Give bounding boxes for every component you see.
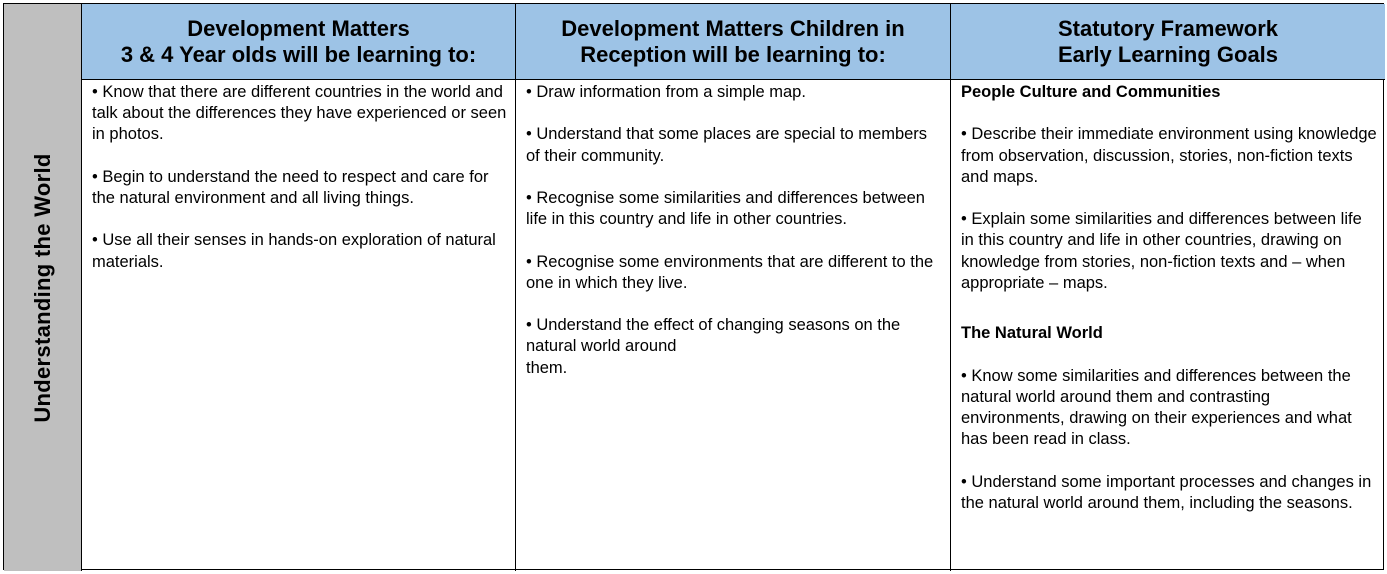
header-development-matters-3-4 <box>82 4 516 80</box>
list-item-continuation: them. <box>526 358 568 377</box>
section-title: People Culture and Communities <box>961 83 1221 101</box>
list-item: • Understand the effect of changing seasons on the natural world around <box>526 316 901 356</box>
list-item: • Draw information from a simple map. <box>526 83 806 101</box>
header-line: Statutory Framework <box>1057 15 1279 41</box>
spacer <box>961 315 1377 323</box>
list-item: • Describe their immediate environment using knowledge from observation, discussion, stories, non-fiction texts and maps. <box>961 125 1377 186</box>
cell-early-learning-goals <box>951 80 1385 571</box>
header-line: Reception will be learning to: <box>580 41 886 67</box>
header-statutory-framework <box>951 4 1385 80</box>
area-label: Understanding the World <box>29 152 55 423</box>
area-label-cell <box>4 4 82 571</box>
list-item: • Understand some important processes and changes in the natural world around them, including the seasons. <box>961 472 1372 512</box>
list-item: • Understand that some places are special to members of their community. <box>526 125 928 165</box>
header-line: Development Matters Children in <box>561 15 905 41</box>
section-title: The Natural World <box>961 324 1103 343</box>
list-item: • Begin to understand the need to respect and care for the natural environment and all living things. <box>92 167 489 207</box>
list-item: • Use all their senses in hands-on exploration of natural materials. <box>92 231 496 271</box>
list-item: • Recognise some environments that are different to the one in which they live. <box>526 252 934 292</box>
header-development-matters-reception <box>516 4 951 80</box>
list-item: • Know that there are different countries in the world and talk about the differences they have experienced or seen in photos. <box>92 83 507 144</box>
header-line: 3 & 4 Year olds will be learning to: <box>120 41 477 67</box>
list-item: • Know some similarities and differences between the natural world around them and contrasting environments, drawing on their experiences and what has been read in class. <box>961 366 1352 449</box>
header-line: Early Learning Goals <box>1057 41 1279 67</box>
curriculum-table <box>3 3 1384 570</box>
cell-reception <box>516 80 951 571</box>
list-item: • Recognise some similarities and differences between life in this country and life in other countries. <box>526 188 925 229</box>
list-item: • Explain some similarities and differences between life in this country and life in other countries, drawing on knowledge from stories, non-fiction texts and – when appropriate – maps. <box>961 210 1362 292</box>
header-line: Development Matters <box>187 15 410 41</box>
cell-3-4-year-olds <box>82 80 516 571</box>
